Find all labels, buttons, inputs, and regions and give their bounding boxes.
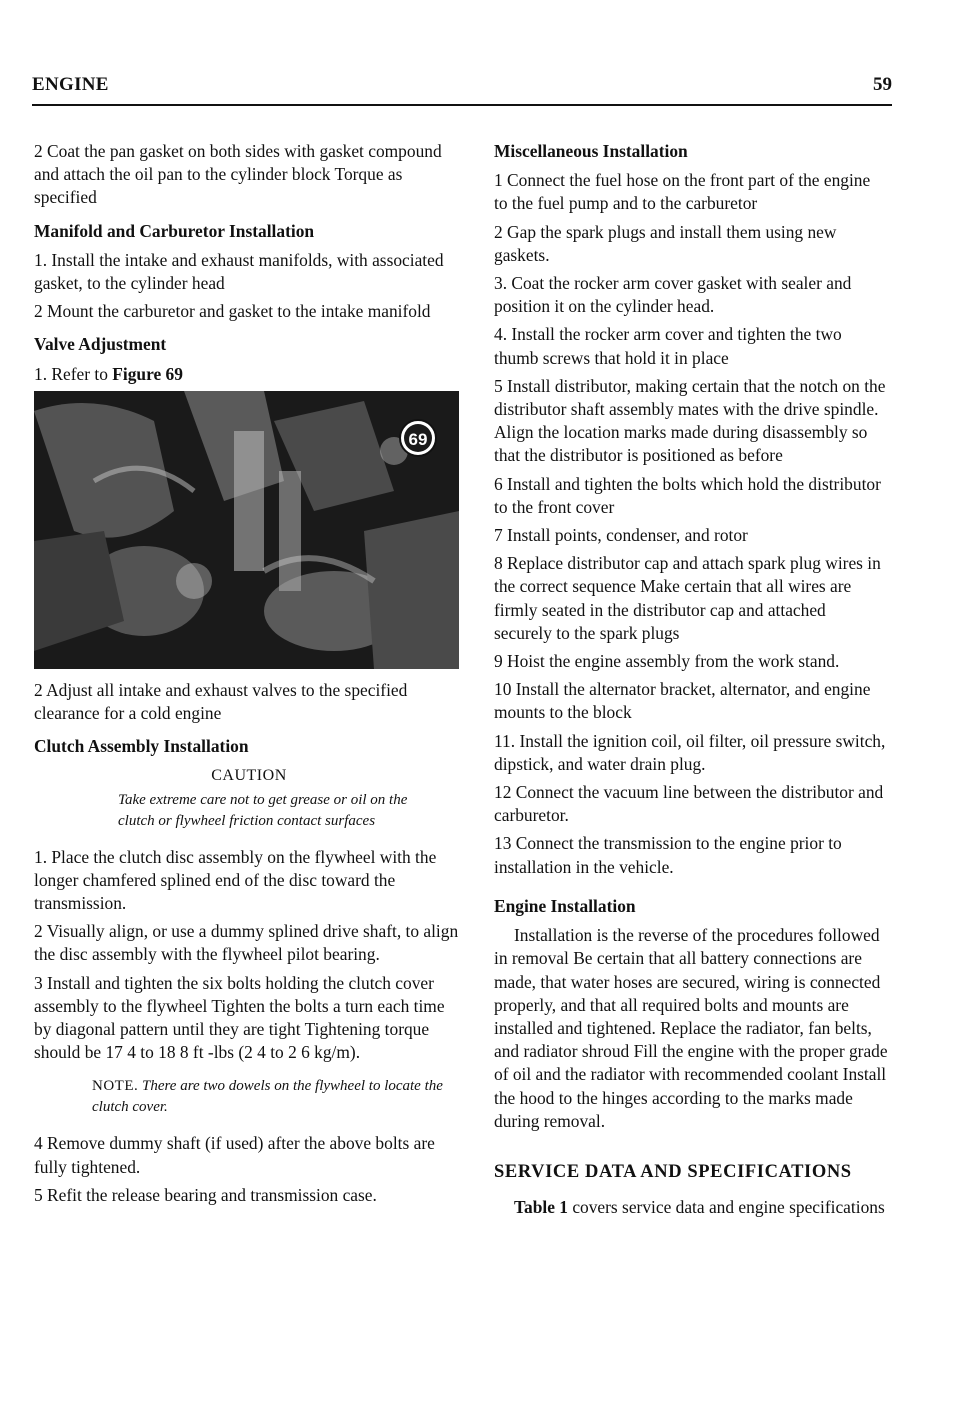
service-data-text: covers service data and engine specifications [567, 1197, 885, 1218]
misc-step: 3. Coat the rocker arm cover gasket with sealer and position it on the cylinder head. [494, 273, 852, 317]
heading-valve-adjustment: Valve Adjustment [34, 334, 167, 355]
paragraph-clutch-step-5: 5 Refit the release bearing and transmission case. [34, 1184, 377, 1205]
right-column [494, 140, 888, 1224]
figure-number-badge: 69 [408, 429, 428, 449]
misc-step: 5 Install distributor, making certain that the notch on the distributor shaft assembly mates with the drive spindle. Align the location marks made during disassembly so that the distributor is positioned as before [494, 375, 886, 466]
valve-step-1-text: 1. Refer to [34, 363, 108, 384]
left-column [34, 140, 464, 1212]
misc-step: 13 Connect the transmission to the engine prior to installation in the vehicle. [494, 833, 842, 877]
paragraph-clutch-step-3: 3 Install and tighten the six bolts holding the clutch cover assembly to the flywheel Tighten the bolts a turn each time by diagonal pattern until they are tight Tightening torque should be 17 4 to 18 8 ft -lbs (2 4 to 2 6 kg/m). [34, 972, 445, 1063]
heading-misc-installation: Miscellaneous Installation [494, 141, 688, 161]
caution-label: CAUTION [211, 767, 287, 785]
note-block [92, 1076, 452, 1118]
heading-service-data: SERVICE DATA AND SPECIFICATIONS [494, 1161, 852, 1182]
misc-step: 9 Hoist the engine assembly from the work stand. [494, 651, 840, 672]
misc-step: 6 Install and tighten the bolts which hold the distributor to the front cover [494, 473, 881, 517]
misc-step: 12 Connect the vacuum line between the distributor and carburetor. [494, 782, 884, 826]
page-number: 59 [873, 74, 892, 95]
header-rule [32, 104, 892, 106]
misc-step: 4. Install the rocker arm cover and tighten the two thumb screws that hold it in place [494, 324, 842, 368]
paragraph-engine-installation: Installation is the reverse of the procedures followed in removal Be certain that all battery connections are made, that water hoses are secured, wiring is connected properly, and that all required bolts and mounts are installed and tightened. Replace the radiator, fan belts, and radiator shroud Fill the engine with the proper grade of oil and the radiator with recommended coolant Install the hood to the hinges according to the marks made during removal. [494, 925, 888, 1131]
note-label: NOTE. [92, 1078, 139, 1095]
paragraph-manifold-step-1: 1. Install the intake and exhaust manifolds, with associated gasket, to the cylinder head [34, 249, 444, 294]
heading-manifold-carburetor: Manifold and Carburetor Installation [34, 220, 315, 241]
paragraph-valve-step-1 [34, 363, 464, 386]
misc-step: 10 Install the alternator bracket, alternator, and engine mounts to the block [494, 679, 871, 723]
engine-photo-graphic [34, 391, 459, 669]
misc-step: 2 Gap the spark plugs and install them using new gaskets. [494, 221, 837, 265]
heading-engine-installation: Engine Installation [494, 895, 636, 916]
paragraph-pan-gasket: 2 Coat the pan gasket on both sides with gasket compound and attach the oil pan to the cylinder block Torque as specified [34, 141, 442, 208]
figure-reference: Figure 69 [112, 363, 183, 384]
misc-step: 8 Replace distributor cap and attach spark plug wires in the correct sequence Make certain that all wires are firmly seated in the distributor cap and attached securely to the spark plugs [494, 553, 881, 643]
page-header [32, 74, 892, 104]
paragraph-clutch-step-2: 2 Visually align, or use a dummy splined drive shaft, to align the disc assembly with the flywheel pilot bearing. [34, 921, 459, 965]
misc-step: 1 Connect the fuel hose on the front part of the engine to the fuel pump and to the carburetor [494, 170, 871, 214]
note-text: There are two dowels on the flywheel to locate the clutch cover. [92, 1078, 443, 1116]
table-reference: Table 1 [514, 1197, 568, 1218]
paragraph-clutch-step-4: 4 Remove dummy shaft (if used) after the above bolts are fully tightened. [34, 1133, 435, 1177]
heading-clutch-assembly: Clutch Assembly Installation [34, 736, 249, 757]
paragraph-valve-step-2: 2 Adjust all intake and exhaust valves to the specified clearance for a cold engine [34, 679, 408, 724]
paragraph-clutch-step-1: 1. Place the clutch disc assembly on the flywheel with the longer chamfered splined end of the disc toward the transmission. [34, 846, 437, 914]
figure-69-photo [34, 391, 459, 669]
paragraph-manifold-step-2: 2 Mount the carburetor and gasket to the intake manifold [34, 301, 431, 322]
misc-step: 11. Install the ignition coil, oil filter, oil pressure switch, dipstick, and water drain plug. [494, 730, 886, 774]
paragraph-service-data [494, 1196, 888, 1219]
caution-text: Take extreme care not to get grease or oil on the clutch or flywheel friction contact surfaces [118, 791, 408, 829]
misc-step: 7 Install points, condenser, and rotor [494, 525, 748, 546]
chapter-title: ENGINE [32, 74, 109, 95]
